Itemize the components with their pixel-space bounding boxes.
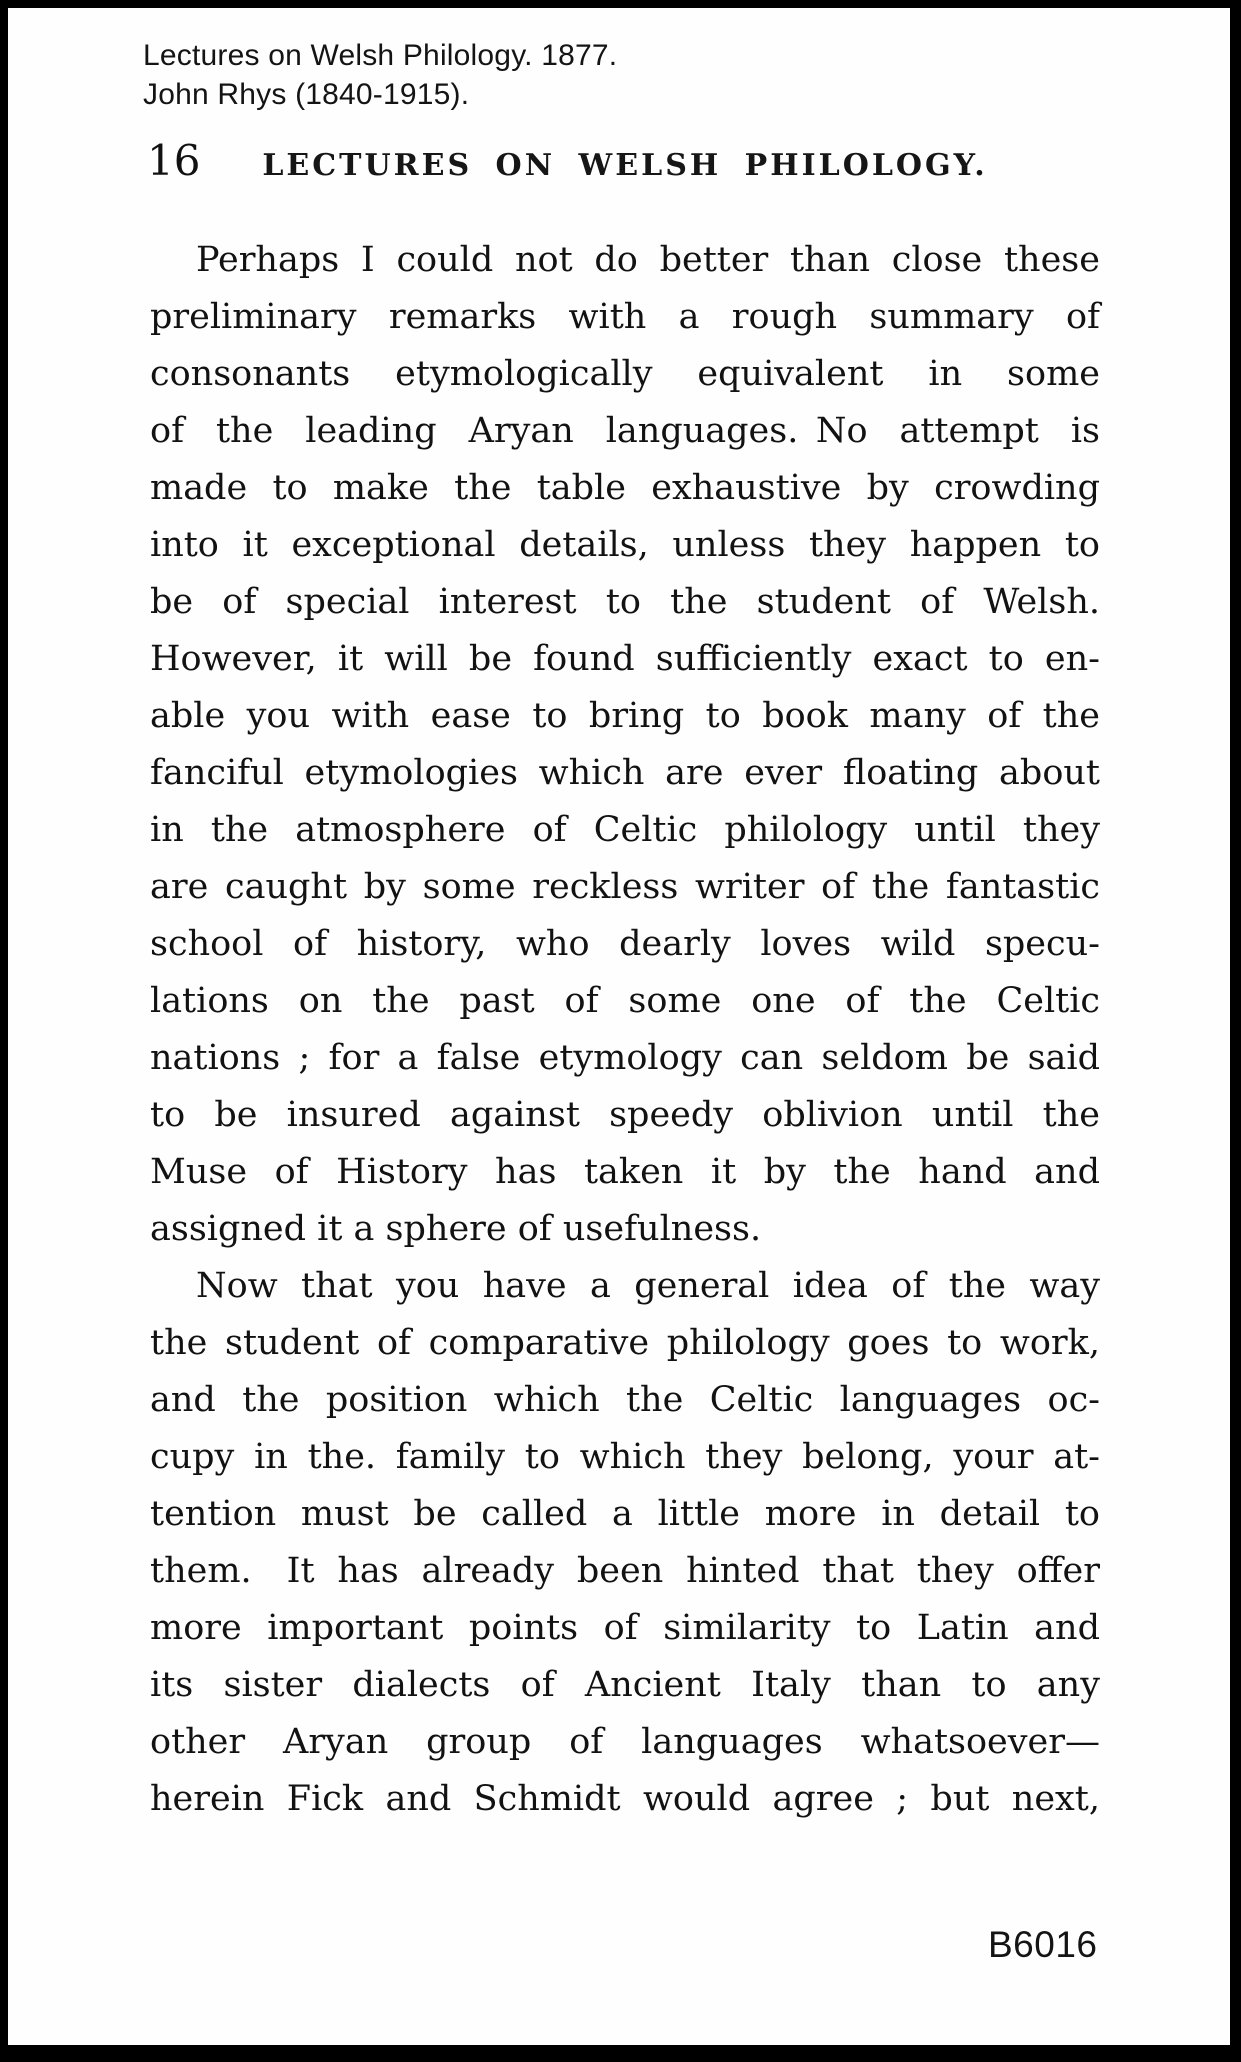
text-line: preliminary remarks with a rough summary of: [150, 297, 1100, 337]
catalog-code: B6016: [988, 1924, 1098, 1965]
text-line: its sister dialects of Ancient Italy than to any: [150, 1665, 1100, 1705]
running-title: LECTURES ON WELSH PHILOLOGY.: [262, 148, 988, 183]
text-line: to be insured against speedy oblivion until the: [150, 1095, 1100, 1135]
paragraph-2: [150, 1258, 1100, 1828]
book-page: [8, 8, 1230, 2045]
annotation-author-line: John Rhys (1840-1915).: [143, 78, 470, 111]
text-line: Perhaps I could not do better than close these: [196, 240, 1100, 280]
body-text: [150, 232, 1100, 1828]
text-line: Muse of History has taken it by the hand and: [150, 1152, 1100, 1192]
text-line: tention must be called a little more in detail to: [150, 1494, 1100, 1534]
text-line: be of special interest to the student of Welsh.: [150, 582, 1100, 622]
text-line: the student of comparative philology goes to work,: [150, 1323, 1100, 1363]
annotation-title-line: Lectures on Welsh Philology. 1877.: [143, 39, 618, 72]
text-line: fanciful etymologies which are ever floating about: [150, 753, 1100, 793]
text-line: herein Fick and Schmidt would agree ; but next,: [150, 1779, 1100, 1819]
text-line: other Aryan group of languages whatsoever—: [150, 1722, 1100, 1762]
text-line: cupy in the. family to which they belong, your at-: [150, 1437, 1100, 1477]
text-line: in the atmosphere of Celtic philology until they: [150, 810, 1100, 850]
text-line: able you with ease to bring to book many of the: [150, 696, 1100, 736]
text-line: made to make the table exhaustive by crowding: [150, 468, 1100, 508]
text-line: and the position which the Celtic languages oc-: [150, 1380, 1100, 1420]
text-line: more important points of similarity to Latin and: [150, 1608, 1100, 1648]
text-line: However, it will be found sufficiently exact to en-: [150, 639, 1100, 679]
text-line: consonants etymologically equivalent in some: [150, 354, 1100, 394]
text-line: assigned it a sphere of usefulness.: [150, 1209, 762, 1249]
text-line: are caught by some reckless writer of the fantastic: [150, 867, 1100, 907]
bibliographic-annotation: [143, 36, 617, 114]
page-number: 16: [147, 136, 201, 185]
text-line: of the leading Aryan languages. No attempt is: [150, 411, 1100, 451]
paragraph-1: [150, 232, 1100, 1258]
text-line: nations ; for a false etymology can seldom be said: [150, 1038, 1100, 1078]
text-line: them. It has already been hinted that they offer: [150, 1551, 1100, 1591]
text-line: into it exceptional details, unless they happen to: [150, 525, 1100, 565]
text-line: school of history, who dearly loves wild specu-: [150, 924, 1100, 964]
text-line: lations on the past of some one of the Celtic: [150, 981, 1100, 1021]
text-line: Now that you have a general idea of the way: [196, 1266, 1100, 1306]
